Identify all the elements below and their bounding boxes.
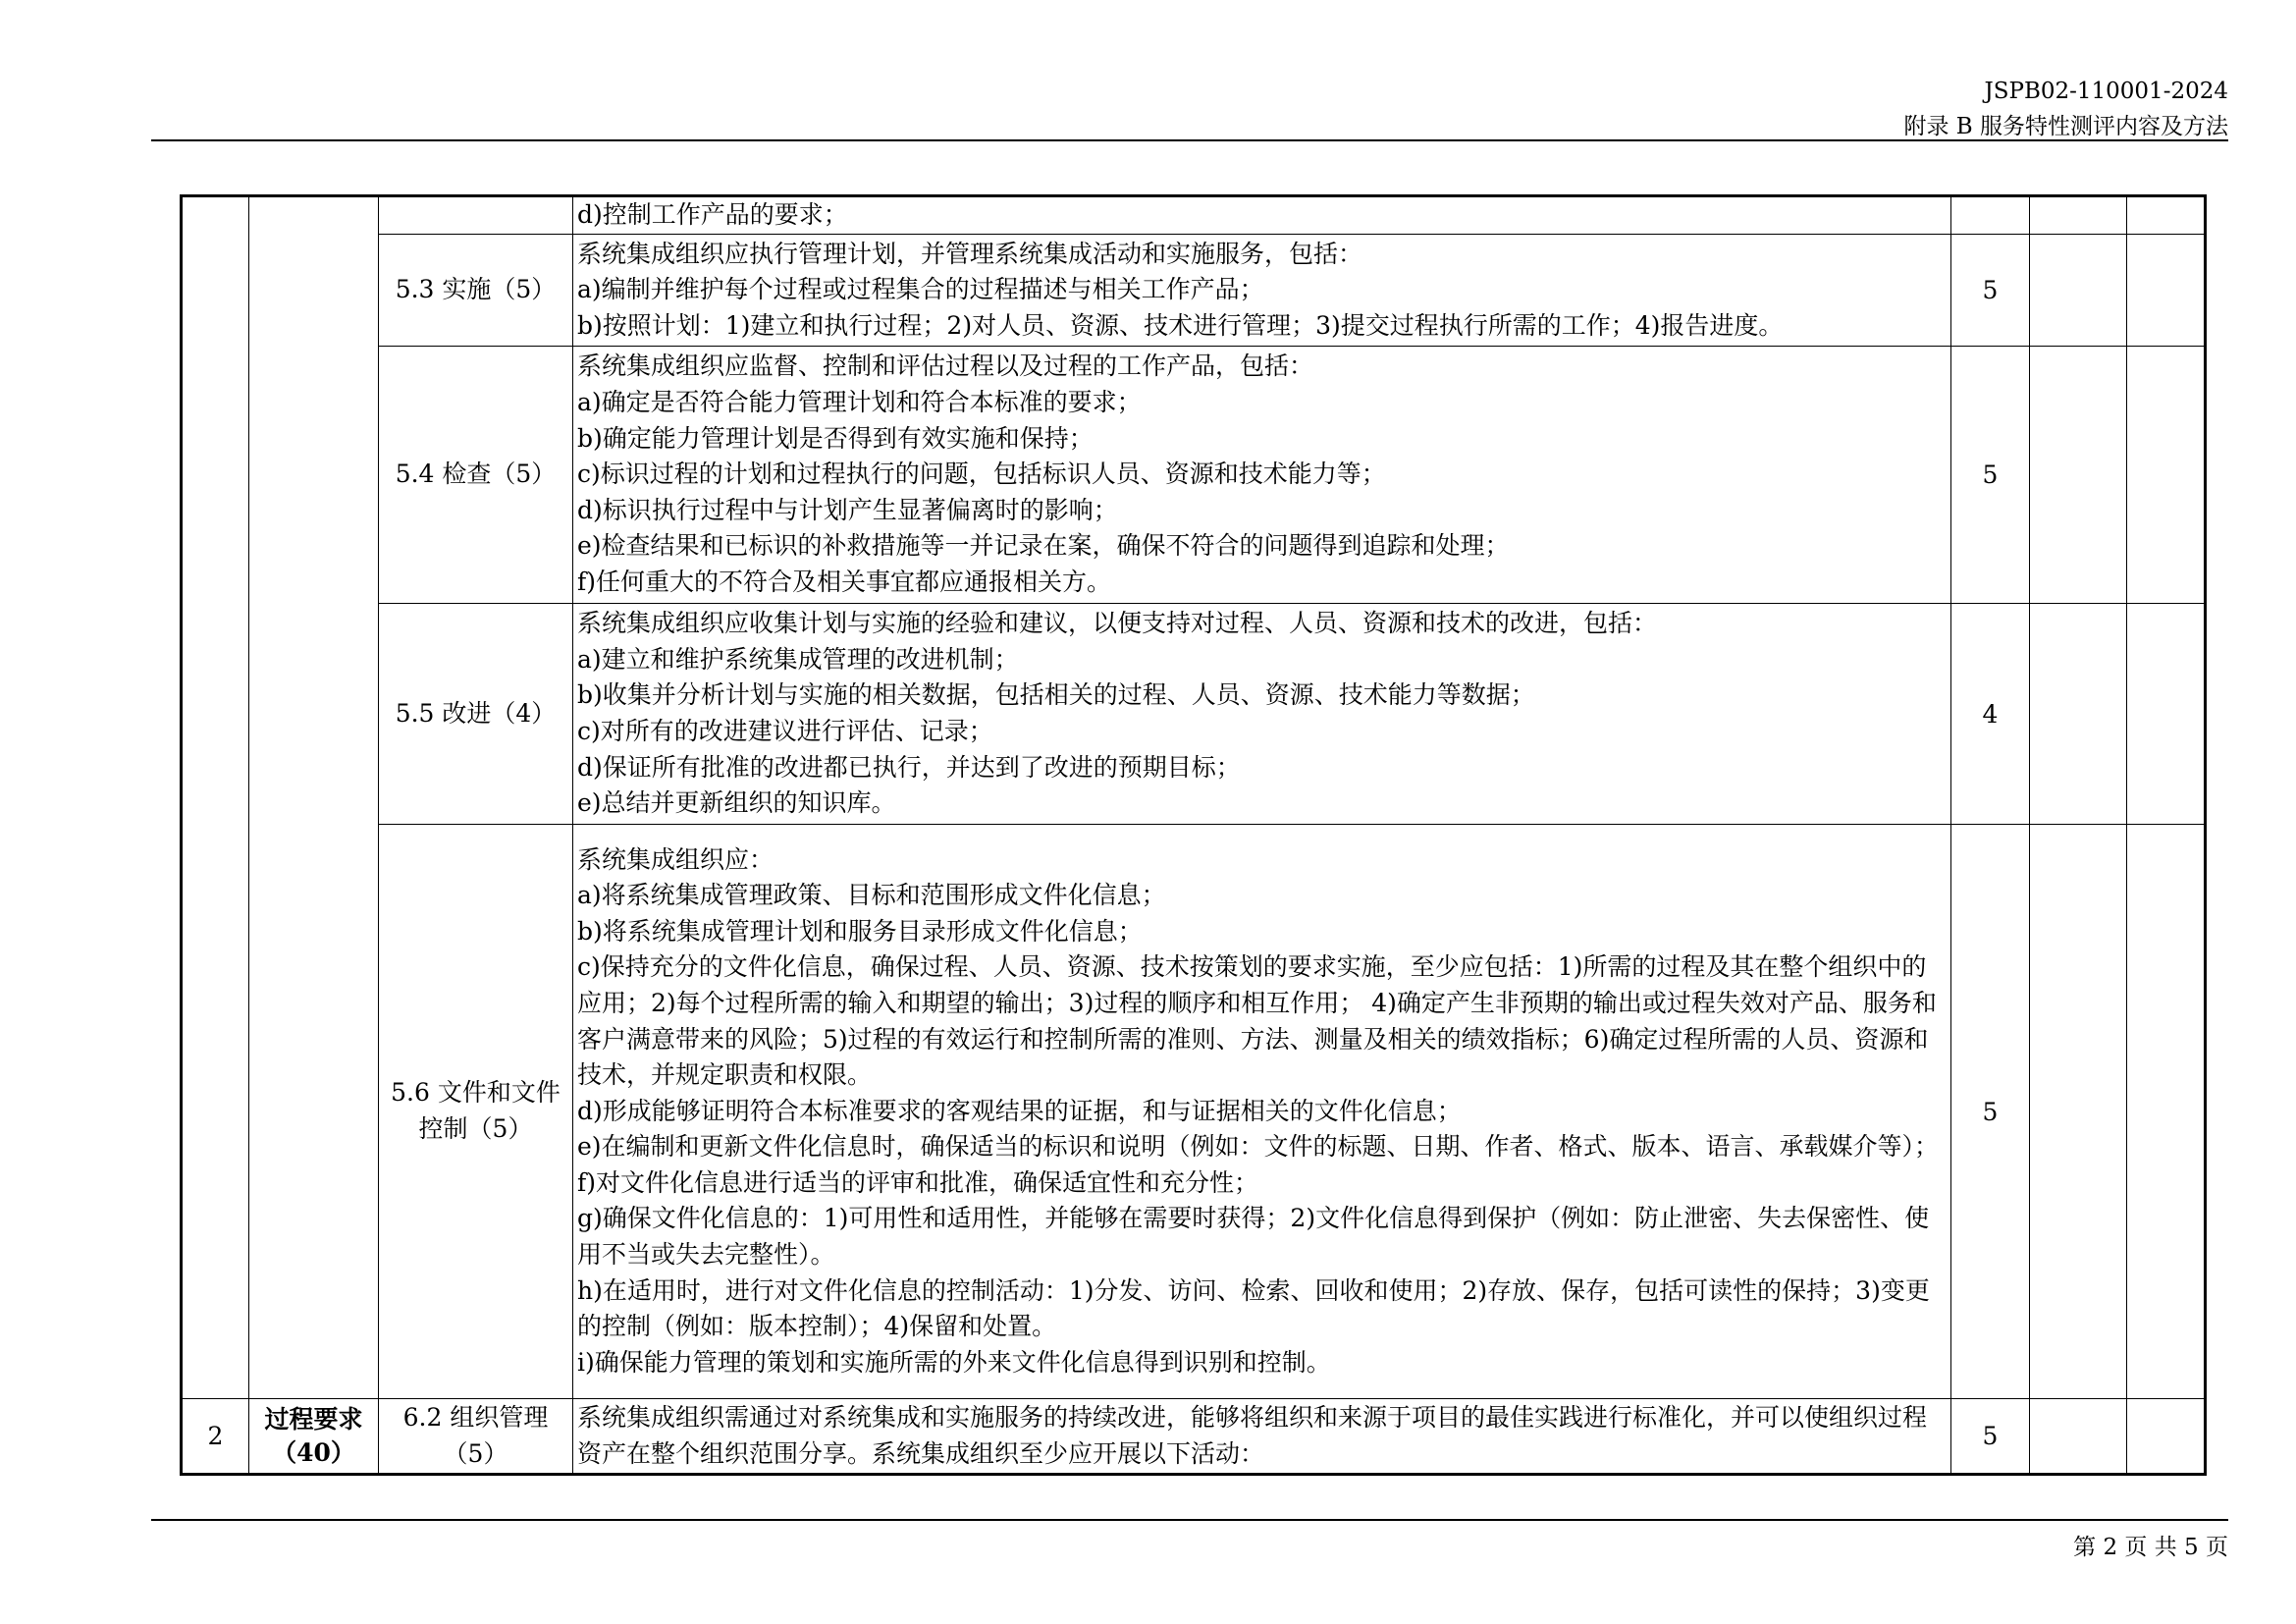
content-line: b)确定能力管理计划是否得到有效实施和保持； [577,423,1094,453]
content-line: e)在编制和更新文件化信息时，确保适当的标识和说明（例如：文件的标题、日期、作者、格式、版本、语言、承载媒介等）； [577,1132,1940,1162]
score-cell: 5 [1951,235,2030,347]
blank-cell [2030,1399,2127,1475]
content-line: 系统集成组织需通过对系统集成和实施服务的持续改进，能够将组织和来源于项目的最佳实践进行标准化，并可以使组织过程资产在整个组织范围分享。系统集成组织至少应开展以下活动： [577,1402,1928,1468]
score-cell: 5 [1951,1399,2030,1475]
no-cell [182,196,249,1399]
content-line: i)确保能力管理的策划和实施所需的外来文件化信息得到识别和控制。 [577,1347,1331,1377]
blank-cell [2127,825,2206,1399]
item-cell [379,1399,573,1475]
content-line: f)任何重大的不符合及相关事宜都应通报相关方。 [577,567,1112,596]
content-line: a)将系统集成管理政策、目标和范围形成文件化信息； [577,881,1166,910]
content-cell [573,196,1951,235]
table-row [182,825,2206,1399]
header-divider [151,139,2228,141]
item-line: （5） [443,1438,508,1468]
content-cell [573,1399,1951,1475]
content-line: a)确定是否符合能力管理计划和符合本标准的要求； [577,388,1142,417]
category-cell [249,196,379,1399]
table-row [182,235,2206,347]
blank-cell [2030,196,2127,235]
appendix-title: 附录 B 服务特性测评内容及方法 [1903,114,2228,139]
content-line: d)保证所有批准的改进都已执行，并达到了改进的预期目标； [577,752,1241,782]
content-line: h)在适用时，进行对文件化信息的控制活动：1)分发、访问、检索、回收和使用；2)存放、保存，包括可读性的保持；3)变更的控制（例如：版本控制）；4)保留和处置。 [577,1275,1930,1341]
score-cell: 5 [1951,347,2030,604]
blank-cell [2127,196,2206,235]
content-line: 系统集成组织应： [577,844,774,874]
content-line: b)收集并分析计划与实施的相关数据，包括相关的过程、人员、资源、技术能力等数据； [577,680,1535,710]
item-line: 5.6 文件和文件 [391,1078,561,1108]
content-line: b)将系统集成管理计划和服务目录形成文件化信息； [577,916,1143,946]
blank-cell [2127,235,2206,347]
no-cell: 2 [182,1399,249,1475]
content-line: 系统集成组织应监督、控制和评估过程以及过程的工作产品，包括： [577,352,1314,381]
content-line: f)对文件化信息进行适当的评审和批准，确保适宜性和充分性； [577,1167,1259,1197]
item-cell: 5.5 改进（4） [379,604,573,825]
item-cell: 5.3 实施（5） [379,235,573,347]
content-cell [573,235,1951,347]
table-row [182,196,2206,235]
score-cell: 5 [1951,825,2030,1399]
content-line: a)建立和维护系统集成管理的改进机制； [577,644,1019,674]
item-cell [379,196,573,235]
blank-cell [2030,347,2127,604]
content-line: 系统集成组织应执行管理计划，并管理系统集成活动和实施服务，包括： [577,239,1363,268]
content-line: c)保持充分的文件化信息，确保过程、人员、资源、技术按策划的要求实施，至少应包括：1)所需的过程及其在整个组织中的应用；2)每个过程所需的输入和期望的输出；3)过程的顺序和相互作用； 4)确定产生非预期的输出或过程失效对产品、服务和客户满意带来的风险；5)过程的有效运行和控制所需的准则、方法、测量及相关的绩效指标；6)确定过程所需的人员、资源和技术，并规定职责和权限。 [577,952,1937,1090]
category-line: （40） [272,1437,355,1467]
table-row [182,604,2206,825]
content-line: d)形成能够证明符合本标准要求的客观结果的证据，和与证据相关的文件化信息； [577,1096,1462,1125]
score-cell: 4 [1951,604,2030,825]
content-cell [573,604,1951,825]
content-line: g)确保文件化信息的：1)可用性和适用性，并能够在需要时获得；2)文件化信息得到保护（例如：防止泄密、失去保密性、使用不当或失去完整性）。 [577,1204,1930,1270]
evaluation-table [180,194,2207,1476]
score-cell [1951,196,2030,235]
content-line: d)标识执行过程中与计划产生显著偏离时的影响； [577,495,1118,524]
content-cell [573,347,1951,604]
blank-cell [2030,235,2127,347]
table-row [182,1399,2206,1475]
document-code: JSPB02-110001-2024 [1984,79,2228,104]
content-line: c)对所有的改进建议进行评估、记录； [577,717,993,745]
item-line: 控制（5） [418,1114,533,1143]
item-cell: 5.4 检查（5） [379,347,573,604]
blank-cell [2127,604,2206,825]
category-line: 过程要求 [264,1404,363,1434]
content-line: b)按照计划：1)建立和执行过程；2)对人员、资源、技术进行管理；3)提交过程执行所需的工作；4)报告进度。 [577,310,1784,340]
item-line: 6.2 组织管理 [402,1402,549,1432]
content-line: e)检查结果和已标识的补救措施等一并记录在案，确保不符合的问题得到追踪和处理； [577,531,1510,561]
page-number: 第 2 页 共 5 页 [2073,1535,2228,1560]
content-line: d)控制工作产品的要求； [577,200,848,230]
footer-divider [151,1519,2228,1521]
blank-cell [2030,825,2127,1399]
blank-cell [2127,1399,2206,1475]
content-line: 系统集成组织应收集计划与实施的经验和建议，以便支持对过程、人员、资源和技术的改进，包括： [577,609,1658,638]
blank-cell [2127,347,2206,604]
content-line: e)总结并更新组织的知识库。 [577,788,896,818]
content-line: c)标识过程的计划和过程执行的问题，包括标识人员、资源和技术能力等； [577,460,1386,489]
blank-cell [2030,604,2127,825]
item-cell [379,825,573,1399]
category-cell [249,1399,379,1475]
table-row [182,347,2206,604]
content-cell [573,825,1951,1399]
content-line: a)编制并维护每个过程或过程集合的过程描述与相关工作产品； [577,275,1264,304]
